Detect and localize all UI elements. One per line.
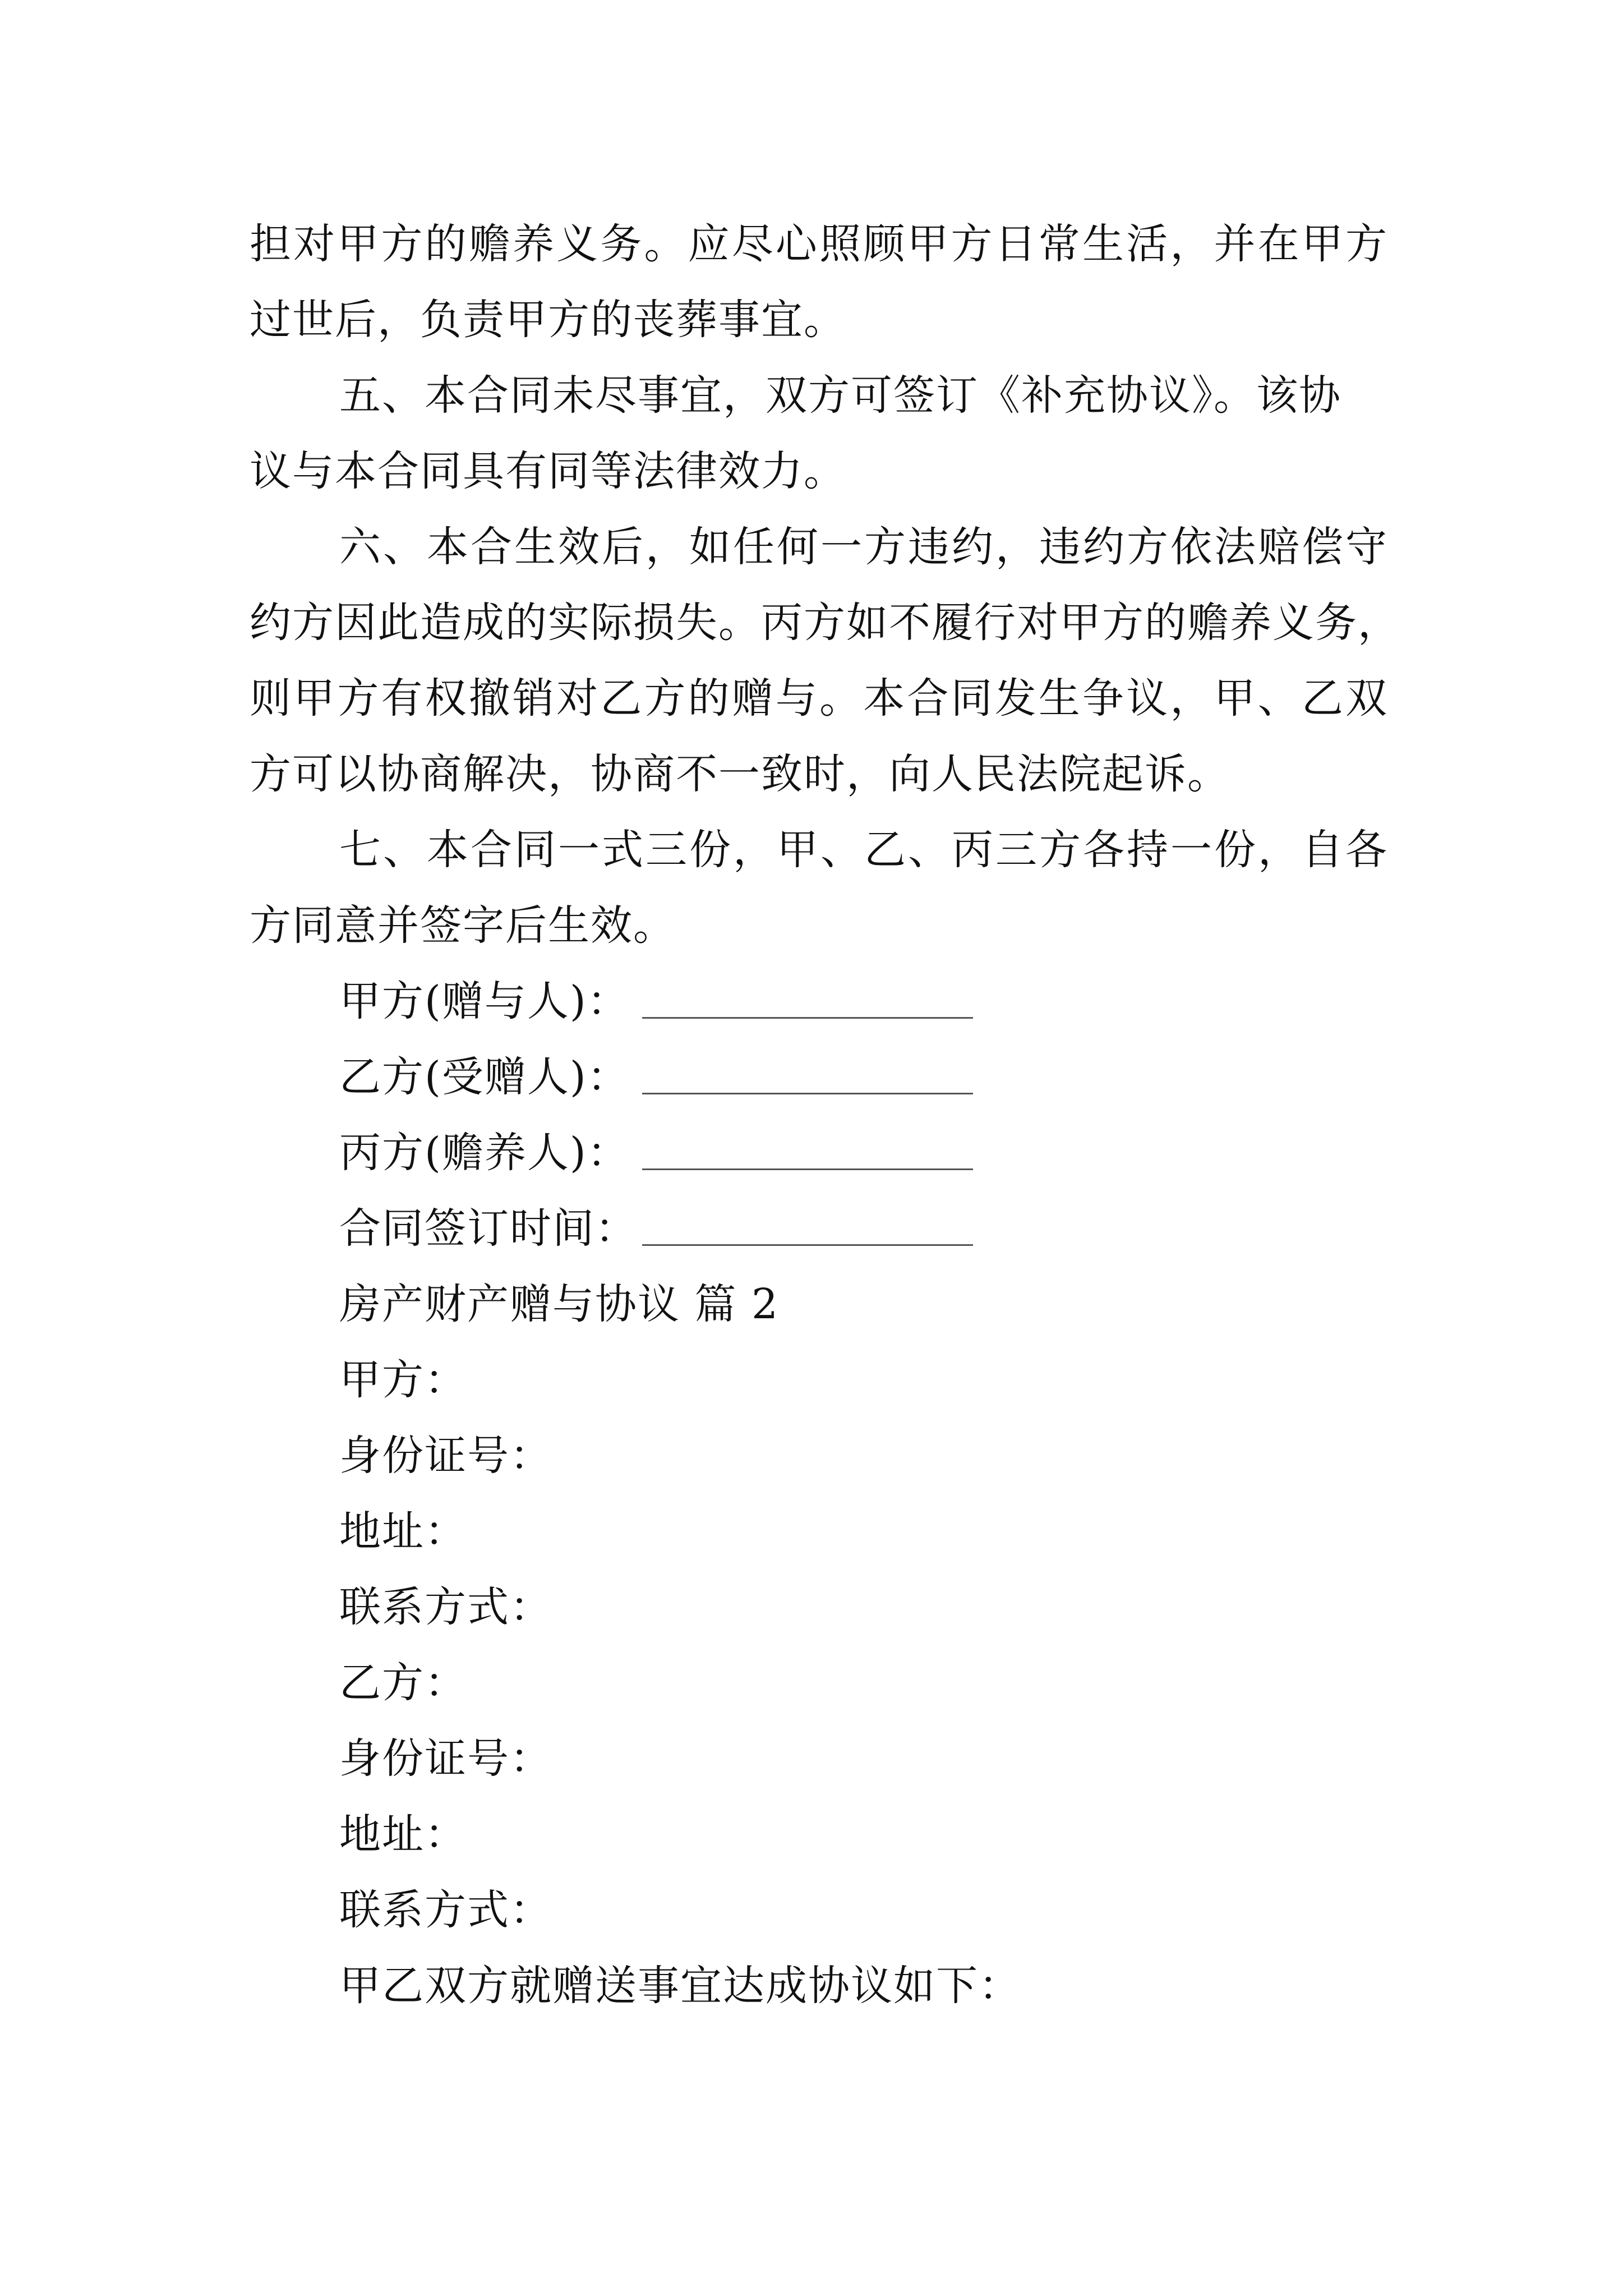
signature-row-party-c xyxy=(339,1125,630,1181)
field-label: 身份证号： xyxy=(339,1432,552,1480)
signature-blank-line xyxy=(642,1244,973,1246)
field-label: 乙方： xyxy=(339,1659,467,1707)
signature-row-party-b xyxy=(339,1049,630,1105)
field-label: 联系方式： xyxy=(339,1583,552,1631)
clause-six-line: 则甲方有权撤销对乙方的赠与。本合同发生争议，甲、乙双 xyxy=(250,674,1388,723)
signature-blank-line xyxy=(642,1093,973,1094)
signature-blank-line xyxy=(642,1017,973,1019)
signature-blank-line xyxy=(642,1168,973,1170)
field-label: 地址： xyxy=(339,1810,467,1858)
signature-label: 丙方(赡养人)： xyxy=(339,1129,630,1177)
clause-line: 担对甲方的赡养义务。应尽心照顾甲方日常生活，并在甲方 xyxy=(250,220,1388,268)
section-title: 房产财产赠与协议 篇 2 xyxy=(339,1280,780,1328)
clause-five-line: 五、本合同未尽事宜，双方可签订《补充协议》。该协 xyxy=(339,371,1341,420)
signature-row-party-a xyxy=(339,973,630,1029)
clause-six-line: 六、本合生效后，如任何一方违约，违约方依法赔偿守 xyxy=(339,523,1388,571)
signature-label: 乙方(受赠人)： xyxy=(339,1053,630,1101)
clause-line: 过世后，负责甲方的丧葬事宜。 xyxy=(250,296,846,344)
field-label: 地址： xyxy=(339,1507,467,1556)
field-label: 联系方式： xyxy=(339,1886,552,1934)
clause-six-line: 方可以协商解决，协商不一致时，向人民法院起诉。 xyxy=(250,750,1230,798)
clause-seven-line: 方同意并签字后生效。 xyxy=(250,901,676,950)
field-label: 甲方： xyxy=(339,1356,467,1404)
signature-row-date xyxy=(339,1200,638,1257)
clause-six-line: 约方因此造成的实际损失。丙方如不履行对甲方的赡养义务， xyxy=(250,599,1400,647)
signature-label: 合同签订时间： xyxy=(339,1204,638,1253)
clause-five-line: 议与本合同具有同等法律效力。 xyxy=(250,447,846,495)
signature-label: 甲方(赠与人)： xyxy=(339,977,630,1025)
clause-seven-line: 七、本合同一式三份，甲、乙、丙三方各持一份，自各 xyxy=(339,826,1388,874)
field-label: 身份证号： xyxy=(339,1734,552,1783)
agreement-intro: 甲乙双方就赠送事宜达成协议如下： xyxy=(339,1962,1021,2010)
